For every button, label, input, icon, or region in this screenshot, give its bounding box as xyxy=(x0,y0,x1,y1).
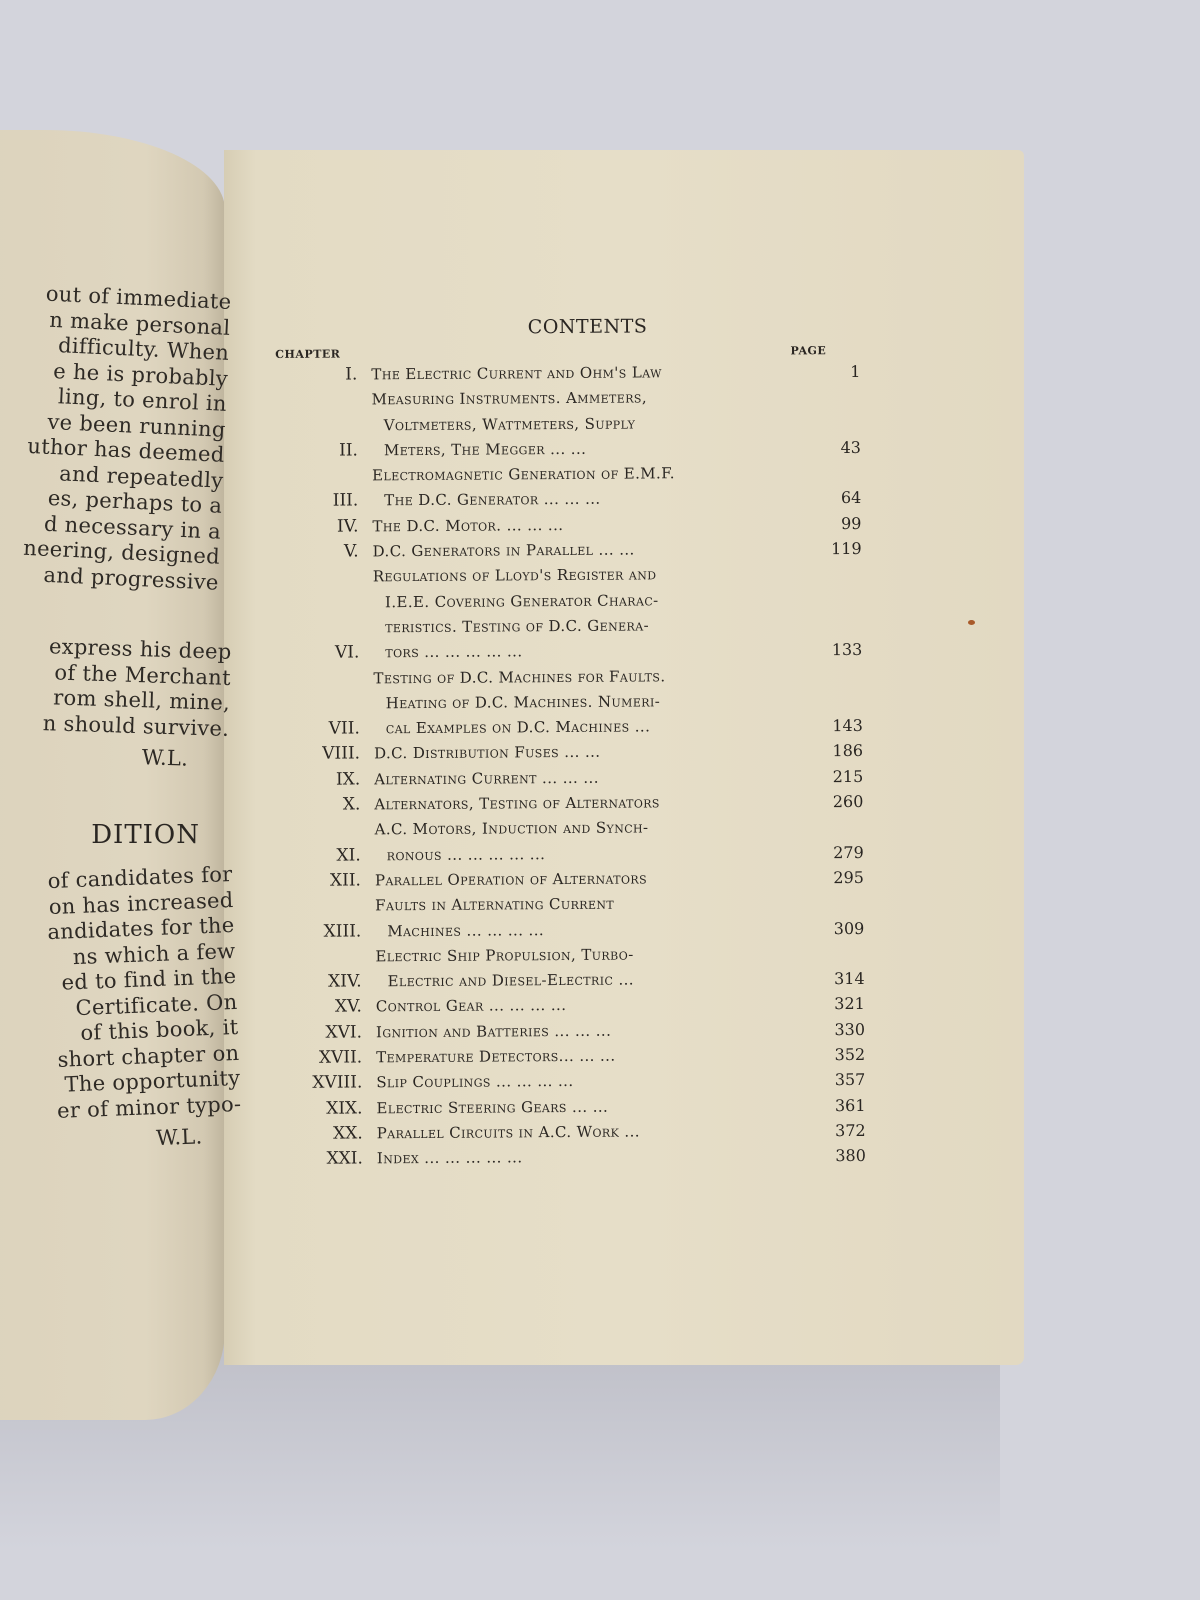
chapter-title: Testing of D.C. Machines for Faults. Heating of D.C. Machines. Numeri- cal Examples on D.C. Machines ... xyxy=(373,666,666,738)
chapter-number: II. xyxy=(339,440,358,461)
chapter-title: Temperature Detectors... ... ... xyxy=(376,1046,616,1067)
chapter-row xyxy=(278,814,863,869)
page-number: 99 xyxy=(841,513,862,533)
chapter-title: Control Gear ... ... ... ... xyxy=(375,996,567,1016)
page-number: 43 xyxy=(840,437,861,457)
text-line: n make personal xyxy=(48,307,231,340)
chapter-row xyxy=(275,384,861,464)
page-number: 260 xyxy=(832,791,864,812)
page-number: 309 xyxy=(833,918,865,938)
chapter-title: Electromagnetic Generation of E.M.F. The D.C. Generator ... ... ... xyxy=(372,464,675,510)
page-number: 314 xyxy=(834,969,865,989)
page-number: 186 xyxy=(832,741,864,761)
chapter-number: XI. xyxy=(336,845,361,866)
text-line: n should survive. xyxy=(42,710,230,741)
page-number: 380 xyxy=(835,1146,866,1166)
contents-title: CONTENTS xyxy=(527,315,648,339)
column-headers xyxy=(275,344,860,361)
chapter-row xyxy=(276,460,861,515)
page-number: 330 xyxy=(834,1019,866,1039)
chapter-row xyxy=(281,1143,866,1172)
chapter-number: XX. xyxy=(333,1123,363,1144)
chapter-title: Electric Ship Propulsion, Turbo- Electric and Diesel-Electric ... xyxy=(375,945,635,991)
text-line: neering, designed xyxy=(22,535,221,569)
chapter-title: Faults in Alternating Current Machines ... ... ... ... xyxy=(375,894,615,940)
foxing-spot xyxy=(968,620,975,625)
chapter-row xyxy=(277,561,863,666)
text-line: on has increased xyxy=(48,887,234,919)
text-line: d necessary in a xyxy=(43,511,222,544)
preface-paragraph-2 xyxy=(0,633,232,774)
text-line: and repeatedly xyxy=(58,460,224,493)
chapter-title: Electric Steering Gears ... ... xyxy=(376,1097,609,1117)
signature: W.L. xyxy=(141,745,189,771)
text-line: rom shell, mine, xyxy=(52,685,231,715)
contents-table xyxy=(275,314,866,1173)
text-line: uthor has deemed xyxy=(26,433,226,467)
chapter-number: IX. xyxy=(335,769,361,790)
page-number: 352 xyxy=(834,1044,866,1065)
text-line: The opportunity xyxy=(64,1065,241,1097)
text-line: ns which a few xyxy=(72,938,236,969)
chapter-number: XII. xyxy=(329,870,361,891)
chapter-title: Measuring Instruments. Ammeters, Voltmeters, Wattmeters, Supply Meters, The Megger ... ... xyxy=(371,388,648,460)
chapter-number: X. xyxy=(342,794,361,815)
chapter-title: The Electric Current and Ohm's Law xyxy=(371,363,662,384)
chapter-number: XIV. xyxy=(328,971,362,992)
page-number: 1 xyxy=(850,361,861,381)
page-number: 133 xyxy=(831,640,863,660)
page-number: 321 xyxy=(834,994,865,1014)
chapter-title: Ignition and Batteries ... ... ... xyxy=(375,1021,612,1042)
page-header: PAGE xyxy=(790,344,827,358)
chapter-title: Regulations of Lloyd's Register and I.E.E. Covering Generator Charac- teristics. Testing of D.C. Genera- tors ... ... ... ... ... xyxy=(372,565,659,662)
text-line: short chapter on xyxy=(57,1040,240,1072)
chapter-number: XXI. xyxy=(326,1148,363,1169)
chapter-title: Slip Couplings ... ... ... ... xyxy=(376,1072,574,1092)
chapter-row xyxy=(279,941,864,996)
text-line: Certificate. On xyxy=(75,989,238,1020)
chapter-number: VI. xyxy=(334,642,360,663)
text-line: of candidates for xyxy=(47,862,233,894)
page-number: 357 xyxy=(834,1070,866,1090)
chapter-number: VIII. xyxy=(322,743,361,765)
preface-paragraph-1 xyxy=(0,279,232,595)
page-number: 143 xyxy=(832,716,863,736)
text-line: ling, to enrol in xyxy=(57,384,228,416)
chapter-row xyxy=(277,662,863,742)
chapter-title: A.C. Motors, Induction and Synch- ronous ... ... ... ... ... xyxy=(374,818,649,864)
text-line: difficulty. When xyxy=(57,333,230,365)
signature: W.L. xyxy=(155,1124,203,1151)
chapter-title: D.C. Distribution Fuses ... ... xyxy=(373,743,601,763)
text-line: er of minor typo- xyxy=(56,1091,242,1123)
text-line: out of immediate xyxy=(45,281,232,314)
chapter-number: XIX. xyxy=(326,1098,363,1119)
page-number: 119 xyxy=(831,538,862,559)
chapter-title: The D.C. Motor. ... ... ... xyxy=(372,515,564,536)
text-line: and progressive xyxy=(43,562,220,595)
chapter-number: I. xyxy=(345,364,358,385)
text-line: es, perhaps to a xyxy=(47,485,223,518)
chapter-title: Alternators, Testing of Alternators xyxy=(374,793,660,814)
chapter-number: XVII. xyxy=(318,1047,363,1068)
chapter-number: IV. xyxy=(336,516,359,537)
chapter-title: Parallel Circuits in A.C. Work ... xyxy=(376,1122,640,1143)
text-line: ve been running xyxy=(47,409,227,442)
chapter-number: XVIII. xyxy=(312,1072,363,1094)
preface-heading: DITION xyxy=(91,820,200,850)
chapter-number: XIII. xyxy=(323,920,362,942)
chapter-number: XVI. xyxy=(325,1022,363,1043)
text-line: express his deep xyxy=(48,634,232,664)
text-line: ed to find in the xyxy=(61,963,237,995)
text-line: of the Merchant xyxy=(54,659,232,690)
chapter-number: XV. xyxy=(334,996,362,1018)
chapter-header: CHAPTER xyxy=(275,347,341,361)
page-number: 215 xyxy=(832,766,864,786)
page-number: 279 xyxy=(833,842,864,862)
chapter-title: Index ... ... ... ... ... xyxy=(376,1148,523,1168)
chapter-number: III. xyxy=(332,490,359,512)
text-line: of this book, it xyxy=(80,1014,239,1045)
text-line: e he is probably xyxy=(52,358,229,391)
chapter-number: VII. xyxy=(328,718,360,739)
page-number: 372 xyxy=(835,1120,866,1141)
chapter-row xyxy=(279,890,864,945)
text-line: andidates for the xyxy=(46,912,235,945)
chapter-title: Alternating Current ... ... ... xyxy=(374,768,599,789)
chapter-title: Parallel Operation of Alternators xyxy=(374,869,648,890)
preface-paragraph-3 xyxy=(0,862,243,1157)
page-number: 64 xyxy=(840,488,862,508)
chapter-list xyxy=(275,359,866,1173)
chapter-number: V. xyxy=(343,541,359,562)
page-number: 361 xyxy=(834,1095,866,1115)
chapter-title: D.C. Generators in Parallel ... ... xyxy=(372,540,635,561)
page-number: 295 xyxy=(833,867,864,888)
